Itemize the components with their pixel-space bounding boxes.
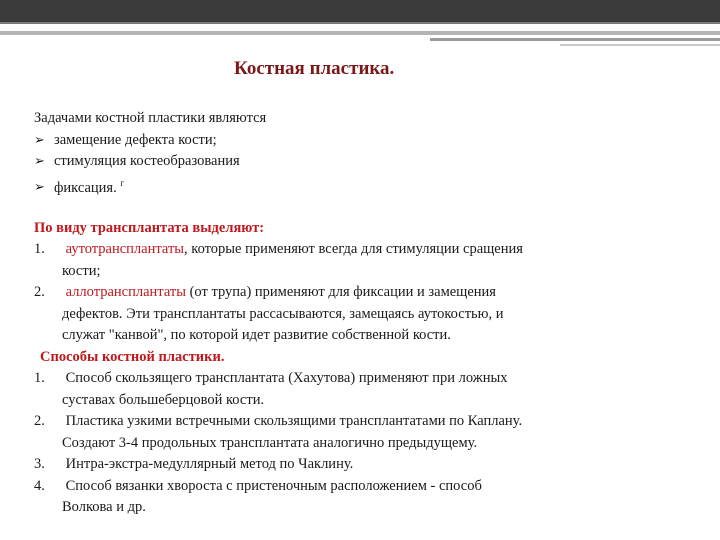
method-item-cont: Волкова и др.	[62, 499, 146, 516]
slide-title: Костная пластика.	[234, 58, 395, 79]
method-item: 2. Пластика узкими встречными скользящими трансплантатами по Каплану.	[34, 413, 523, 430]
transplant-item: 1. аутотрансплантаты, которые применяют всегда для стимуляции сращения	[34, 241, 523, 258]
decorative-line	[430, 38, 720, 41]
transplant-term: аллотрансплантаты	[65, 284, 186, 301]
decorative-line	[560, 44, 720, 46]
transplant-item-cont: дефектов. Эти трансплантаты рассасываются, замещаясь аутокостью, и	[62, 305, 504, 322]
arrow-bullet-icon: ➢	[34, 154, 45, 169]
intro-text: Задачами костной пластики являются	[34, 110, 267, 126]
top-bar	[0, 0, 720, 22]
transplant-item-cont: служат "канвой", по которой идет развитие собственной кости.	[62, 327, 451, 344]
slide-body	[34, 108, 684, 519]
decorative-line	[0, 31, 720, 35]
arrow-bullet-icon: ➢	[34, 132, 45, 148]
arrow-bullet-icon: ➢	[34, 180, 45, 196]
transplant-item-cont: кости;	[62, 262, 101, 279]
transplant-item: 2. аллотрансплантаты (от трупа) применяют для фиксации и замещения	[34, 284, 496, 301]
task-item: ➢ замещение дефекта кости;	[34, 130, 684, 152]
method-item-cont: Создают 3-4 продольных трансплантата аналогично предыдущему.	[62, 434, 478, 451]
top-bar-accent	[0, 22, 720, 24]
methods-heading: Способы костной пластики.	[40, 348, 225, 365]
task-item: ➢ фиксация. $^г$	[34, 173, 684, 199]
transplant-term: аутотрансплантаты	[65, 241, 185, 258]
transplant-heading: По виду трансплантата выделяют:	[34, 219, 265, 236]
method-item: 4. Способ вязанки хвороста с пристеночным расположением - способ	[34, 477, 482, 494]
task-mark: г	[120, 177, 125, 188]
method-item: 3. Интра-экстра-медуллярный метод по Чаклину.	[34, 456, 354, 473]
task-item: ➢ стимуляция костеобразования	[34, 151, 684, 173]
method-item-cont: суставах большеберцовой кости.	[62, 391, 265, 408]
method-item: 1. Способ скользящего трансплантата (Хахутова) применяют при ложных	[34, 370, 508, 387]
